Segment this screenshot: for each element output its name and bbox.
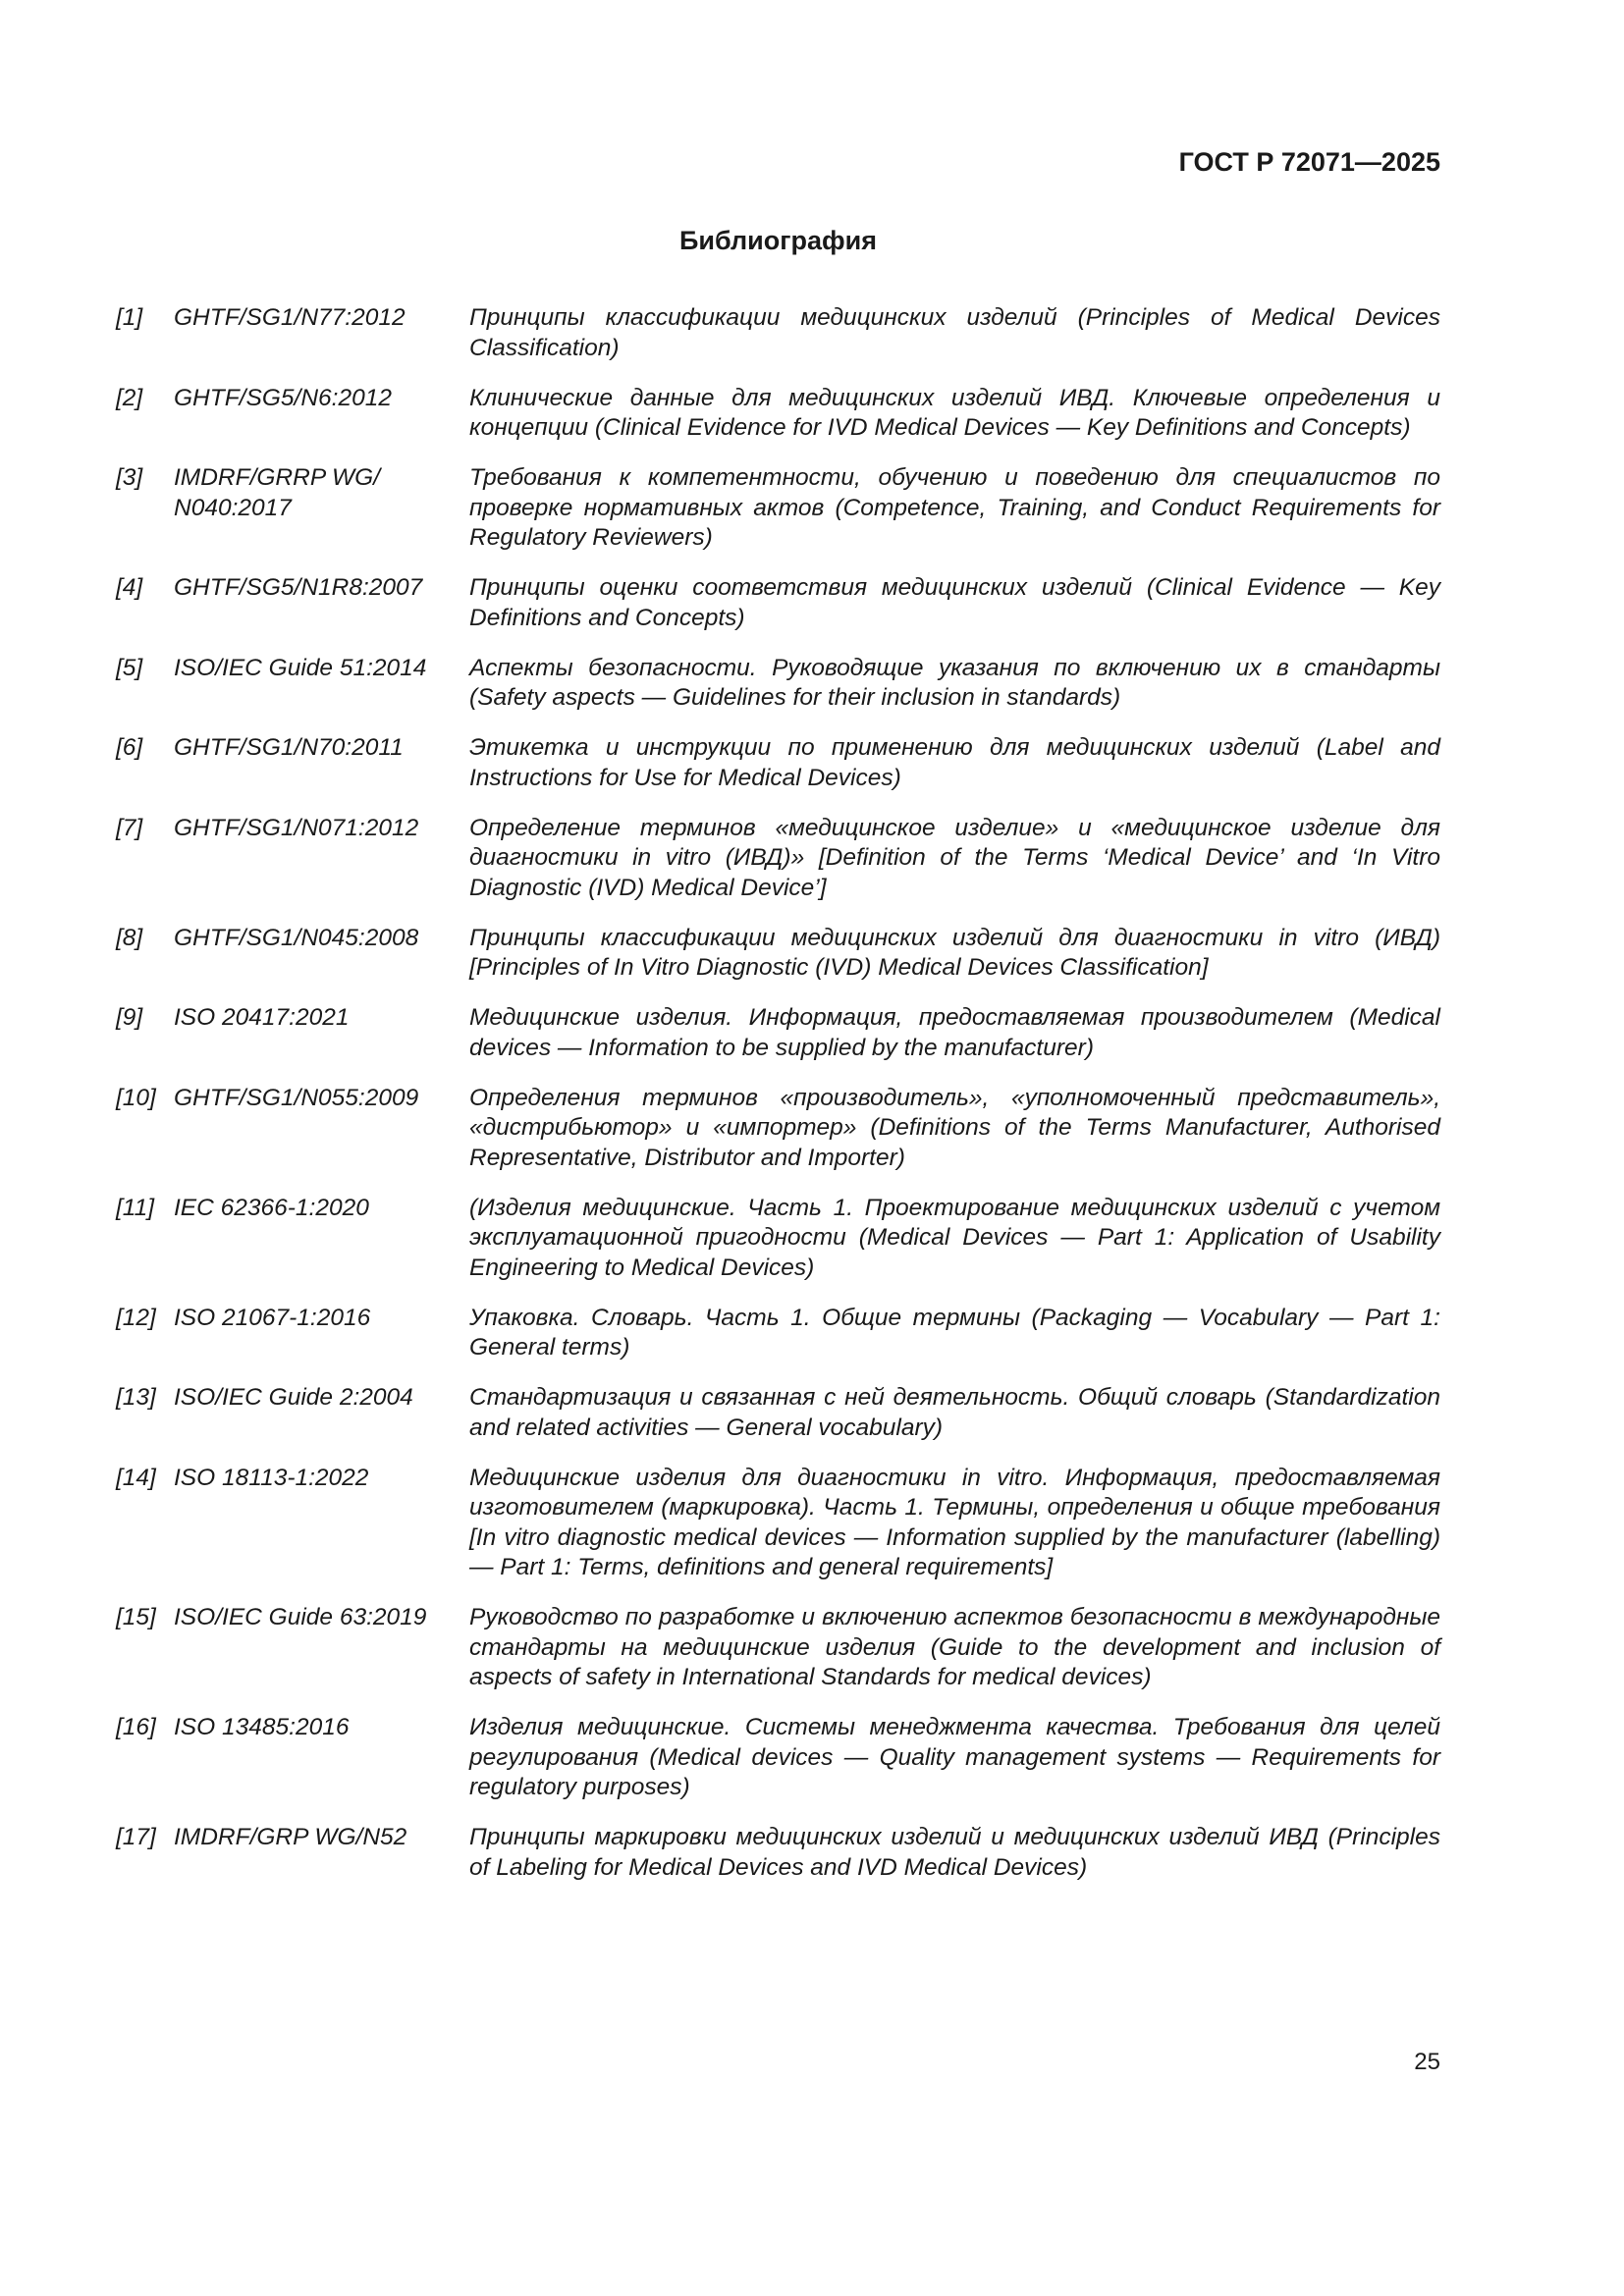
reference-title: Аспекты безопасности. Руководящие указания по включению их в стандарты (Safety aspects — Guidelines for their inclusion in standards)	[469, 654, 1440, 711]
reference-number: [9]	[116, 1004, 143, 1031]
reference-number: [11]	[116, 1194, 155, 1221]
reference-title: Стандартизация и связанная с ней деятельность. Общий словарь (Standardization and related activities — General vocabulary)	[469, 1384, 1440, 1441]
reference-code: GHTF/SG5/N6:2012	[174, 384, 392, 411]
reference-code: GHTF/SG5/N1R8:2007	[174, 574, 423, 601]
reference-title: Изделия медицинские. Системы менеджмента качества. Требования для целей регулирования (Medical devices — Quality management systems — Requirements for regulatory purposes)	[469, 1714, 1440, 1800]
reference-number: [17]	[116, 1824, 156, 1850]
reference-code: ISO 20417:2021	[174, 1004, 350, 1031]
reference-title: Принципы маркировки медицинских изделий и медицинских изделий ИВД (Principles of Labeling for Medical Devices and IVD Medical Devices)	[469, 1824, 1440, 1881]
reference-title: Упаковка. Словарь. Часть 1. Общие термины (Packaging — Vocabulary — Part 1: General terms)	[469, 1304, 1440, 1361]
reference-code: GHTF/SG1/N055:2009	[174, 1084, 419, 1111]
section-title: Библиография	[679, 226, 877, 255]
reference-code: GHTF/SG1/N70:2011	[174, 734, 404, 761]
reference-number: [8]	[116, 924, 143, 951]
bibliography-entry	[116, 1194, 1440, 1284]
reference-number: [10]	[116, 1084, 156, 1111]
reference-code: ISO/IEC Guide 63:2019	[174, 1604, 427, 1630]
reference-code: ISO 13485:2016	[174, 1714, 350, 1740]
reference-title: Клинические данные для медицинских изделий ИВД. Ключевые определения и концепции (Clinical Evidence for IVD Medical Devices — Key Definitions and Concepts)	[469, 384, 1440, 441]
reference-title: Руководство по разработке и включению аспектов безопасности в международные стандарты на медицинские изделия (Guide to the development and inclusion of aspects of safety in International Standards for medical devices)	[469, 1604, 1440, 1690]
reference-number: [15]	[116, 1604, 156, 1630]
bibliography-entry	[116, 1603, 1440, 1693]
reference-code: IMDRF/GRP WG/N52	[174, 1824, 407, 1850]
bibliography-list	[116, 303, 1440, 1903]
bibliography-entry	[116, 1823, 1440, 1883]
reference-title: Принципы оценки соответствия медицинских изделий (Clinical Evidence — Key Definitions and Concepts)	[469, 574, 1440, 631]
reference-number: [12]	[116, 1304, 156, 1331]
page-number: 25	[1414, 2049, 1440, 2075]
bibliography-entry	[116, 1084, 1440, 1174]
reference-title: Определения терминов «производитель», «уполномоченный представитель», «дистрибьютор» и «импортер» (Definitions of the Terms Manufacturer, Authorised Representative, Distributor and Importer)	[469, 1084, 1440, 1171]
reference-code: ISO/IEC Guide 2:2004	[174, 1384, 413, 1411]
reference-number: [5]	[116, 654, 143, 681]
reference-code: ISO 21067-1:2016	[174, 1304, 371, 1331]
reference-title: Требования к компетентности, обучению и поведению для специалистов по проверке нормативных актов (Competence, Training, and Conduct Requirements for Regulatory Reviewers)	[469, 464, 1440, 551]
reference-number: [2]	[116, 384, 143, 411]
reference-title: Медицинские изделия для диагностики in vitro. Информация, предоставляемая изготовителем (маркировка). Часть 1. Термины, определения и общие требования [In vitro diagnostic medical devices — Information supplied by the manufacturer (labelling) — Part 1: Terms, definitions and general requirements]	[469, 1464, 1440, 1580]
reference-number: [7]	[116, 814, 143, 841]
reference-title: Определение терминов «медицинское изделие» и «медицинское изделие для диагностики in vitro (ИВД)» [Definition of the Terms ‘Medical Device’ and ‘In Vitro Diagnostic (IVD) Medical Device’]	[469, 814, 1440, 901]
bibliography-entry	[116, 1713, 1440, 1803]
reference-title: Принципы классификации медицинских изделий для диагностики in vitro (ИВД) [Principles of In Vitro Diagnostic (IVD) Medical Devices Classification]	[469, 924, 1440, 981]
reference-number: [16]	[116, 1714, 156, 1740]
reference-title: (Изделия медицинские. Часть 1. Проектирование медицинских изделий с учетом эксплуатационной пригодности (Medical Devices — Part 1: Application of Usability Engineering to Medical Devices)	[469, 1194, 1440, 1281]
reference-number: [3]	[116, 464, 143, 491]
reference-number: [13]	[116, 1384, 156, 1411]
reference-code: GHTF/SG1/N77:2012	[174, 304, 406, 331]
bibliography-entry	[116, 384, 1440, 444]
reference-code: ISO 18113-1:2022	[174, 1464, 369, 1491]
bibliography-entry	[116, 1003, 1440, 1063]
document-id: ГОСТ Р 72071—2025	[1178, 147, 1440, 177]
bibliography-entry	[116, 463, 1440, 554]
reference-title: Этикетка и инструкции по применению для медицинских изделий (Label and Instructions for Use for Medical Devices)	[469, 734, 1440, 791]
bibliography-entry	[116, 573, 1440, 633]
reference-code: GHTF/SG1/N071:2012	[174, 814, 419, 841]
bibliography-entry	[116, 924, 1440, 984]
bibliography-entry	[116, 303, 1440, 363]
reference-number: [14]	[116, 1464, 156, 1491]
bibliography-entry	[116, 1464, 1440, 1583]
reference-title: Принципы классификации медицинских изделий (Principles of Medical Devices Classification)	[469, 304, 1440, 361]
reference-code: IEC 62366-1:2020	[174, 1194, 369, 1221]
bibliography-entry	[116, 654, 1440, 714]
reference-code: GHTF/SG1/N045:2008	[174, 924, 419, 951]
reference-code: IMDRF/GRRP WG/ N040:2017	[174, 464, 381, 521]
reference-number: [4]	[116, 574, 143, 601]
bibliography-entry	[116, 733, 1440, 793]
reference-number: [6]	[116, 734, 143, 761]
reference-title: Медицинские изделия. Информация, предоставляемая производителем (Medical devices — Information to be supplied by the manufacturer)	[469, 1004, 1440, 1061]
reference-code: ISO/IEC Guide 51:2014	[174, 654, 427, 681]
bibliography-entry	[116, 1383, 1440, 1443]
reference-number: [1]	[116, 304, 143, 331]
bibliography-entry	[116, 1304, 1440, 1363]
bibliography-entry	[116, 814, 1440, 904]
